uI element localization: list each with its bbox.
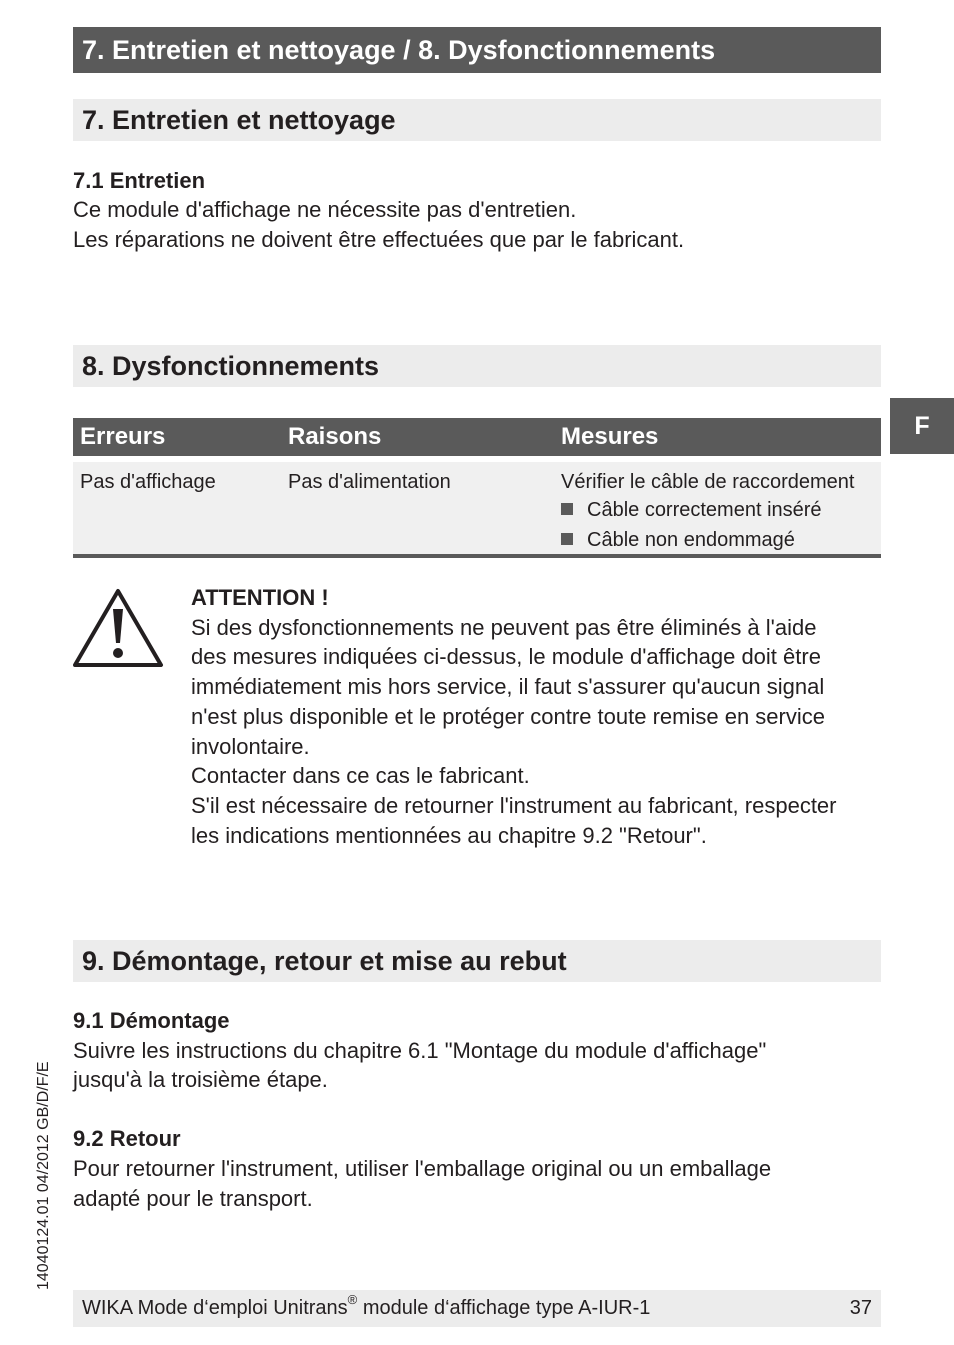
attention-line-4: n'est plus disponible et le protéger contre toute remise en service xyxy=(191,703,825,729)
column-header-measures: Mesures xyxy=(561,423,659,450)
language-tab: F xyxy=(890,398,954,454)
subsection-7-1-text-2: Les réparations ne doivent être effectuées que par le fabricant. xyxy=(73,227,685,252)
section-7-title: 7. Entretien et nettoyage xyxy=(73,99,881,141)
attention-line-2: des mesures indiquées ci-dessus, le module d'affichage doit être xyxy=(191,644,821,670)
square-bullet-icon xyxy=(561,503,573,515)
cell-error: Pas d'affichage xyxy=(80,471,216,493)
attention-line-8: les indications mentionnées au chapitre 9.2 "Retour". xyxy=(191,822,707,848)
document-code: 14040124.01 04/2012 GB/D/F/E xyxy=(35,1061,52,1290)
page-header: 7. Entretien et nettoyage / 8. Dysfonctionnements xyxy=(73,27,881,73)
subsection-9-1-text-1: Suivre les instructions du chapitre 6.1 "Montage du module d'affichage" xyxy=(73,1038,767,1063)
list-item xyxy=(561,497,822,523)
cell-measure: Vérifier le câble de raccordement xyxy=(561,471,855,493)
footer-text-end: module d‘affichage type A-IUR-1 xyxy=(357,1297,651,1319)
column-header-reasons: Raisons xyxy=(288,423,382,450)
attention-line-1: Si des dysfonctionnements ne peuvent pas être éliminés à l'aide xyxy=(191,614,817,640)
footer-title xyxy=(82,1290,650,1327)
subsection-7-1-title: 7.1 Entretien xyxy=(73,168,206,193)
section-9-title: 9. Démontage, retour et mise au rebut xyxy=(73,940,881,982)
subsection-9-1-text-2: jusqu'à la troisième étape. xyxy=(73,1067,328,1092)
table-row xyxy=(73,462,881,558)
subsection-9-2-text-1: Pour retourner l'instrument, utiliser l'emballage original ou un emballage xyxy=(73,1156,772,1181)
subsection-9-1-title: 9.1 Démontage xyxy=(73,1008,230,1033)
subsection-9-2-text-2: adapté pour le transport. xyxy=(73,1186,313,1211)
column-header-errors: Erreurs xyxy=(80,423,166,450)
footer-text-start: WIKA Mode d‘emploi Unitrans xyxy=(82,1297,348,1319)
page-number: 37 xyxy=(849,1297,872,1319)
section-8-title: 8. Dysfonctionnements xyxy=(73,345,881,387)
subsection-7-1-text-1: Ce module d'affichage ne nécessite pas d'entretien. xyxy=(73,197,577,222)
attention-line-7: S'il est nécessaire de retourner l'instrument au fabricant, respecter xyxy=(191,792,837,818)
attention-line-5: involontaire. xyxy=(191,733,310,759)
warning-triangle-icon xyxy=(72,587,164,669)
attention-block xyxy=(191,583,837,850)
attention-line-6: Contacter dans ce cas le fabricant. xyxy=(191,763,530,789)
square-bullet-icon xyxy=(561,533,573,545)
attention-line-3: immédiatement mis hors service, il faut s'assurer qu'aucun signal xyxy=(191,674,825,700)
registered-mark: ® xyxy=(347,1292,358,1308)
bullet-text: Câble correctement inséré xyxy=(587,499,822,521)
bullet-text: Câble non endommagé xyxy=(587,529,795,551)
attention-title: ATTENTION ! xyxy=(191,585,329,610)
page-footer xyxy=(73,1290,881,1327)
cell-reason: Pas d'alimentation xyxy=(288,471,451,493)
list-item xyxy=(561,527,795,553)
table-header xyxy=(73,418,881,456)
subsection-9-2-title: 9.2 Retour xyxy=(73,1126,181,1151)
